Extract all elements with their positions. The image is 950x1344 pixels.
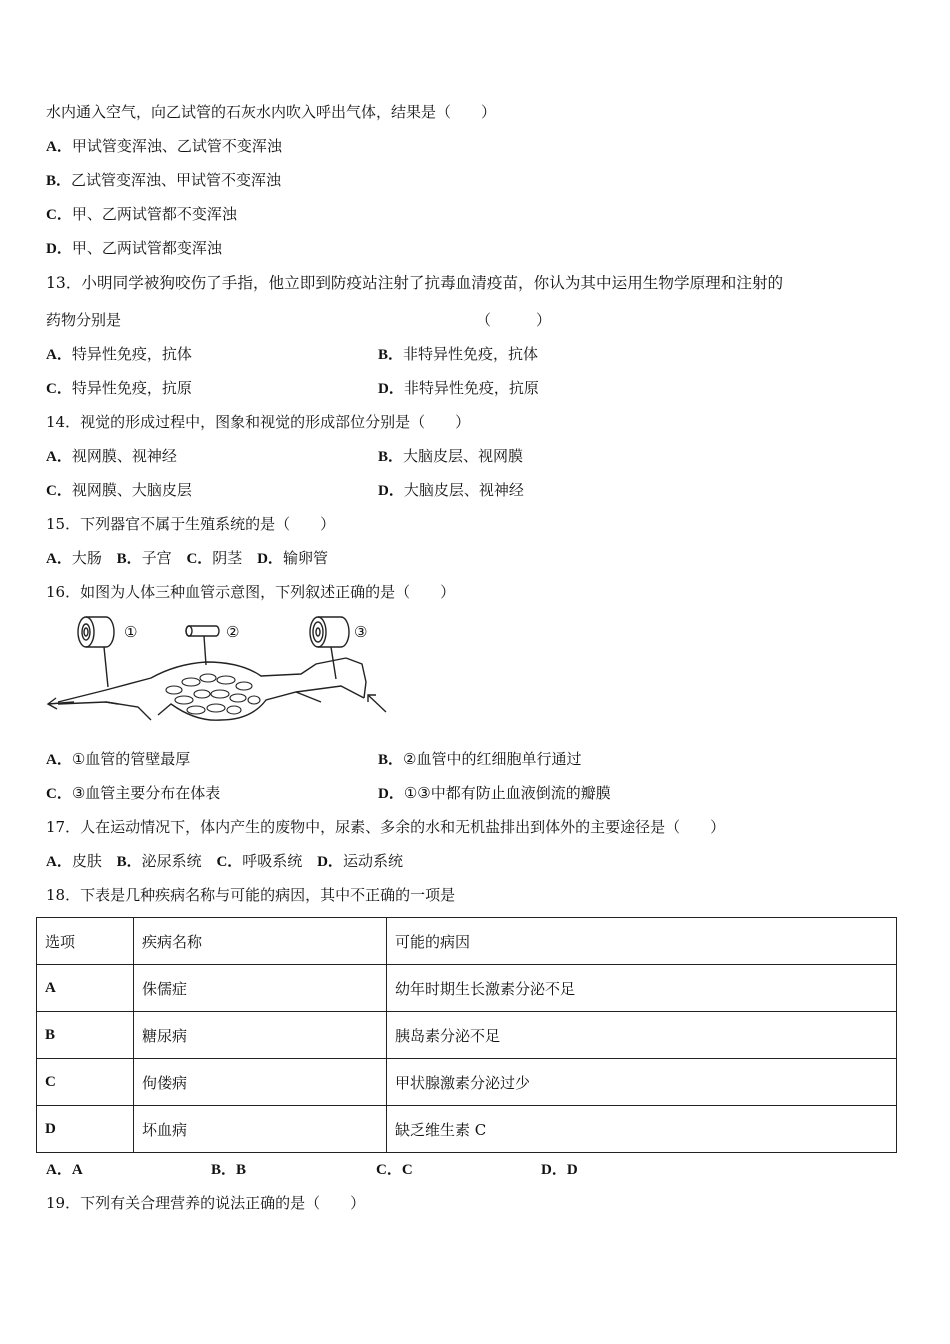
q16-option-d[interactable] bbox=[378, 783, 611, 804]
q18-option-a[interactable] bbox=[46, 1159, 211, 1180]
option-text: 运动系统 bbox=[342, 852, 403, 870]
option-text: 阴茎 bbox=[212, 549, 243, 567]
capillary-cross-section-icon bbox=[186, 626, 219, 636]
option-text: 非特异性免疫，抗体 bbox=[403, 345, 539, 363]
flow-arrow-right-icon bbox=[368, 695, 386, 712]
option-text: 特异性免疫，抗体 bbox=[71, 345, 192, 363]
option-label: C． bbox=[46, 207, 72, 223]
q13-option-c[interactable] bbox=[46, 378, 192, 399]
table-header-cell: 疾病名称 bbox=[134, 918, 387, 965]
option-label: A． bbox=[46, 1162, 72, 1178]
q15-option-b[interactable] bbox=[117, 548, 172, 569]
option-text: ①血管的管壁最厚 bbox=[71, 750, 191, 768]
option-label: D． bbox=[541, 1162, 567, 1178]
option-label: A． bbox=[46, 551, 72, 567]
option-label: A． bbox=[46, 449, 72, 465]
option-text: 呼吸系统 bbox=[242, 852, 303, 870]
table-row bbox=[37, 1106, 897, 1153]
option-text: 大脑皮层、视神经 bbox=[403, 481, 524, 499]
q18-option-b[interactable] bbox=[211, 1159, 376, 1180]
option-text: 视网膜、大脑皮层 bbox=[71, 481, 192, 499]
answer-paren: （ ） bbox=[476, 311, 552, 329]
q14-option-d[interactable] bbox=[378, 480, 524, 501]
table-row bbox=[37, 1012, 897, 1059]
option-text: 子宫 bbox=[141, 549, 172, 567]
q16-option-b[interactable] bbox=[378, 749, 581, 770]
q18-option-c[interactable] bbox=[376, 1159, 541, 1180]
artery-cross-section-icon bbox=[78, 617, 114, 647]
figure-label-3: ③ bbox=[354, 623, 368, 641]
table-cell: B bbox=[37, 1012, 134, 1059]
table-header-cell: 选项 bbox=[37, 918, 134, 965]
q13-stem-text: 药物分别是 bbox=[46, 311, 122, 329]
option-label: A． bbox=[46, 139, 72, 155]
option-text: ②血管中的红细胞单行通过 bbox=[403, 750, 582, 768]
q12-option-b[interactable] bbox=[46, 170, 281, 191]
question-17-stem: 17．人在运动情况下，体内产生的废物中，尿素、多余的水和无机盐排出到体外的主要途径是（ ） bbox=[46, 818, 726, 836]
option-text: C bbox=[401, 1162, 413, 1178]
question-13-stem-2 bbox=[46, 310, 551, 330]
question-13-stem: 13．小明同学被狗咬伤了手指，他立即到防疫站注射了抗毒血清疫苗，你认为其中运用生物学原理和注射的 bbox=[46, 274, 784, 292]
option-label: C． bbox=[216, 854, 243, 870]
option-label: B． bbox=[378, 449, 404, 465]
table-cell: 糖尿病 bbox=[134, 1012, 387, 1059]
q12-option-d[interactable] bbox=[46, 238, 222, 259]
question-14-stem: 14．视觉的形成过程中，图象和视觉的形成部位分别是（ ） bbox=[46, 413, 471, 431]
q15-option-c[interactable] bbox=[186, 548, 242, 569]
option-text: 特异性免疫，抗原 bbox=[71, 379, 192, 397]
table-row bbox=[37, 1059, 897, 1106]
question-19-stem: 19．下列有关合理营养的说法正确的是（ ） bbox=[46, 1194, 366, 1212]
q14-option-c[interactable] bbox=[46, 480, 192, 501]
q17-option-b[interactable] bbox=[117, 851, 202, 872]
table-cell: 缺乏维生素 C bbox=[387, 1106, 897, 1153]
q16-option-a[interactable] bbox=[46, 749, 190, 770]
table-cell: C bbox=[37, 1059, 134, 1106]
option-label: D． bbox=[378, 483, 404, 499]
option-text: 甲、乙两试管都不变浑浊 bbox=[71, 205, 237, 223]
q18-options bbox=[46, 1159, 578, 1180]
disease-table bbox=[36, 917, 897, 1153]
q14-option-b[interactable] bbox=[378, 446, 523, 467]
option-text: 非特异性免疫，抗原 bbox=[403, 379, 539, 397]
option-text: ③血管主要分布在体表 bbox=[71, 784, 221, 802]
option-text: ①③中都有防止血液倒流的瓣膜 bbox=[403, 784, 611, 802]
option-label: D． bbox=[378, 381, 404, 397]
option-text: 输卵管 bbox=[282, 549, 328, 567]
option-label: C． bbox=[376, 1162, 402, 1178]
q12-option-c[interactable] bbox=[46, 204, 237, 225]
q12-option-a[interactable] bbox=[46, 136, 282, 157]
table-cell: D bbox=[37, 1106, 134, 1153]
question-18-stem: 18．下表是几种疾病名称与可能的病因，其中不正确的一项是 bbox=[46, 886, 456, 904]
q14-option-a[interactable] bbox=[46, 446, 177, 467]
question-16-stem: 16．如图为人体三种血管示意图，下列叙述正确的是（ ） bbox=[46, 583, 456, 601]
table-cell: 胰岛素分泌不足 bbox=[387, 1012, 897, 1059]
option-label: D． bbox=[46, 241, 72, 257]
q13-option-d[interactable] bbox=[378, 378, 539, 399]
q18-option-d[interactable] bbox=[541, 1159, 578, 1180]
option-label: B． bbox=[46, 173, 72, 189]
option-label: D． bbox=[378, 786, 404, 802]
q13-option-a[interactable] bbox=[46, 344, 192, 365]
figure-label-1: ① bbox=[124, 623, 138, 641]
option-text: 泌尿系统 bbox=[141, 852, 202, 870]
q13-option-b[interactable] bbox=[378, 344, 538, 365]
option-label: A． bbox=[46, 752, 72, 768]
option-text: 视网膜、视神经 bbox=[71, 447, 177, 465]
q17-option-d[interactable] bbox=[317, 851, 403, 872]
option-text: A bbox=[71, 1162, 83, 1178]
option-label: C． bbox=[186, 551, 213, 567]
q16-option-c[interactable] bbox=[46, 783, 220, 804]
option-label: C． bbox=[46, 381, 72, 397]
option-label: B． bbox=[116, 551, 142, 567]
table-cell: 侏儒症 bbox=[134, 965, 387, 1012]
table-header-row bbox=[37, 918, 897, 965]
option-text: 大脑皮层、视网膜 bbox=[403, 447, 524, 465]
option-text: 大肠 bbox=[71, 549, 102, 567]
option-label: D． bbox=[317, 854, 343, 870]
q15-option-a[interactable] bbox=[46, 548, 102, 569]
option-text: 乙试管变浑浊、甲试管不变浑浊 bbox=[71, 171, 282, 189]
option-label: C． bbox=[46, 786, 72, 802]
blood-vessel-diagram bbox=[46, 612, 396, 722]
question-12-stem-end: 水内通入空气，向乙试管的石灰水内吹入呼出气体，结果是（ ） bbox=[46, 103, 497, 121]
option-text: 甲试管变浑浊、乙试管不变浑浊 bbox=[71, 137, 282, 155]
option-label: A． bbox=[46, 347, 72, 363]
table-cell: A bbox=[37, 965, 134, 1012]
option-text: 甲、乙两试管都变浑浊 bbox=[71, 239, 222, 257]
option-text: 皮肤 bbox=[71, 852, 102, 870]
option-label: A． bbox=[46, 854, 72, 870]
vein-cross-section-icon bbox=[310, 617, 349, 647]
option-label: B． bbox=[378, 347, 404, 363]
table-header-cell: 可能的病因 bbox=[387, 918, 897, 965]
option-label: B． bbox=[211, 1162, 237, 1178]
table-cell: 甲状腺激素分泌过少 bbox=[387, 1059, 897, 1106]
option-text: B bbox=[236, 1162, 247, 1178]
table-cell: 坏血病 bbox=[134, 1106, 387, 1153]
figure-label-2: ② bbox=[226, 623, 240, 641]
option-label: B． bbox=[378, 752, 404, 768]
option-label: C． bbox=[46, 483, 72, 499]
table-cell: 幼年时期生长激素分泌不足 bbox=[387, 965, 897, 1012]
table-row bbox=[37, 965, 897, 1012]
q17-option-a[interactable] bbox=[46, 851, 102, 872]
option-label: B． bbox=[116, 854, 142, 870]
q17-option-c[interactable] bbox=[216, 851, 302, 872]
q15-option-d[interactable] bbox=[257, 548, 328, 569]
question-15-stem: 15．下列器官不属于生殖系统的是（ ） bbox=[46, 515, 336, 533]
q15-options bbox=[46, 548, 328, 569]
table-cell: 佝偻病 bbox=[134, 1059, 387, 1106]
option-text: D bbox=[566, 1162, 578, 1178]
option-label: D． bbox=[257, 551, 283, 567]
q17-options bbox=[46, 851, 403, 872]
